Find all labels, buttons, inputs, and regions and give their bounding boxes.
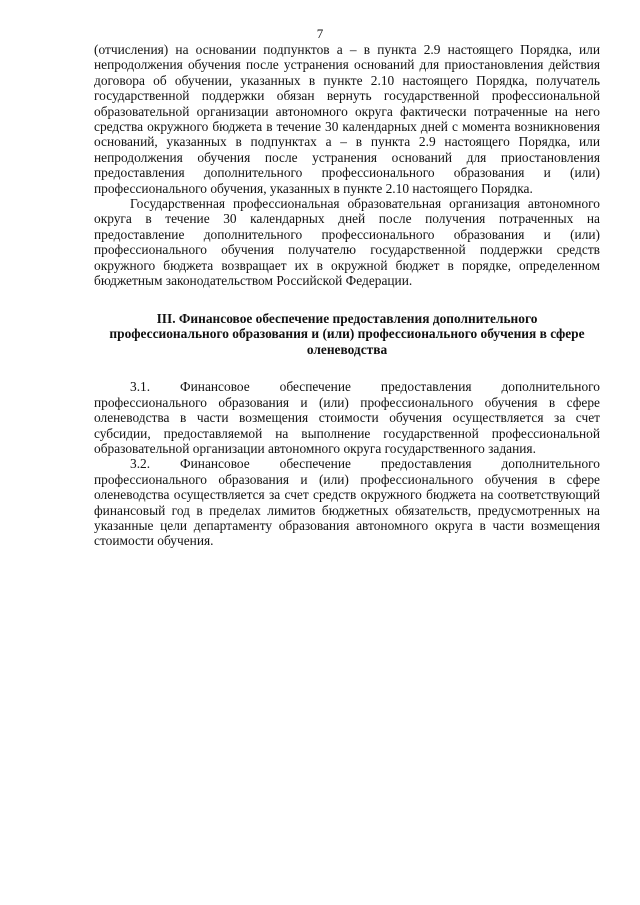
page-number: 7 [316,26,324,41]
section-heading: III. Финансовое обеспечение предоставления дополнительного профессионального образования и (или) профессионального обучения в сфере оленеводства [109,310,585,357]
paragraph-3-1: 3.1. Финансовое обеспечение предоставления дополнительного профессионального образования и (или) профессионального обучения в сфере оленеводства в части возмещения стоимости обучения осуществляется за счет субсидии, предоставляемой на выполнение государственной профессиональной образовательной организации автономного округа государственного задания. [94,379,600,456]
paragraph-return-funds: (отчисления) на основании подпунктов а – в пункта 2.9 настоящего Порядка, или непродолжения обучения после устранения оснований для приостановления действия договора об обучении, указанных в пункте 2.10 настоящего Порядка, получатель государственной поддержки обязан вернуть государственной профессиональной образовательной организации автономного округа фактически потраченные на него средства окружного бюджета в течение 30 календарных дней с момента возникновения оснований, указанных в подпунктах а – в пункта 2.9 настоящего Порядка, или непродолжения обучения после устранения оснований для приостановления предоставления дополнительного профессионального образования и (или) профессионального обучения, указанных в пункте 2.10 настоящего Порядка. [94,42,600,196]
paragraph-organization-return: Государственная профессиональная образовательная организация автономного округа в течение 30 календарных дней после получения потраченных на предоставление дополнительного профессионального образования и (или) профессионального обучения получателю государственной поддержки средств окружного бюджета возвращает их в окружной бюджет в порядке, определенном бюджетным законодательством Российской Федерации. [94,196,600,289]
document-body [94,42,600,549]
paragraph-3-2: 3.2. Финансовое обеспечение предоставления дополнительного профессионального образования и (или) профессионального обучения в сфере оленеводства осуществляется за счет средств окружного бюджета на соответствующий финансовый год в пределах лимитов бюджетных обязательств, предусмотренных на указанные цели департаменту образования автономного округа в части возмещения стоимости обучения. [94,456,600,549]
